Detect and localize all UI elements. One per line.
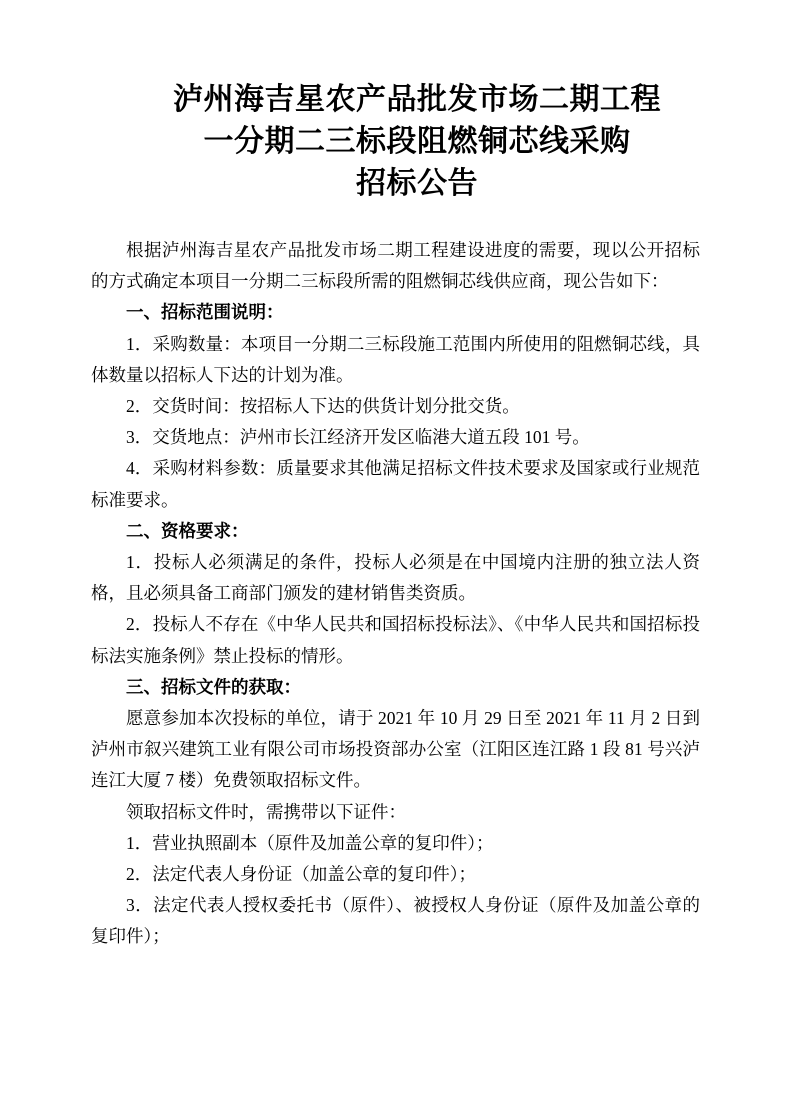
document-title [91, 79, 700, 205]
title-line-3: 招标公告 [356, 167, 478, 200]
scope-item-material-params: 4．采购材料参数：质量要求其他满足招标文件技术要求及国家或行业规范标准要求。 [91, 458, 700, 510]
title-line-1: 泸州海吉星农产品批发市场二期工程 [173, 83, 661, 116]
eligibility-item-1: 1．投标人必须满足的条件，投标人必须是在中国境内注册的独立法人资格，且必须具备工商部门颁发的建材销售类资质。 [91, 552, 700, 604]
scope-item-delivery-time: 2．交货时间：按招标人下达的供货计划分批交货。 [126, 396, 520, 417]
section-heading-eligibility: 二、资格要求： [126, 520, 249, 541]
certificate-item-3: 3．法定代表人授权委托书（原件）、被授权人身份证（原件及加盖公章的复印件）； [91, 895, 700, 947]
title-line-2: 一分期二三标段阻燃铜芯线采购 [203, 125, 631, 158]
certificate-item-2: 2．法定代表人身份证（加盖公章的复印件）； [126, 864, 476, 885]
scope-item-delivery-place: 3．交货地点：泸州市长江经济开发区临港大道五段 101 号。 [126, 427, 590, 448]
certificate-item-1: 1．营业执照副本（原件及加盖公章的复印件）； [126, 832, 494, 853]
eligibility-item-2: 2．投标人不存在《中华人民共和国招标投标法》、《中华人民共和国招标投标法实施条例》禁止投标的情形。 [91, 614, 700, 666]
obtain-docs-paragraph: 愿意参加本次投标的单位，请于 2021 年 10 月 29 日至 2021 年 11 月 2 日到泸州市叙兴建筑工业有限公司市场投资部办公室（江阳区连江路 1 段 81 号兴泸连江大厦 7 楼）免费领取招标文件。 [91, 708, 700, 791]
intro-paragraph: 根据泸州海吉星农产品批发市场二期工程建设进度的需要，现以公开招标的方式确定本项目一分期二三标段所需的阻燃铜芯线供应商，现公告如下： [91, 240, 700, 292]
scope-item-quantity: 1．采购数量：本项目一分期二三标段施工范围内所使用的阻燃铜芯线，具体数量以招标人下达的计划为准。 [91, 333, 700, 385]
required-certificates-intro: 领取招标文件时，需携带以下证件： [126, 801, 406, 822]
section-heading-scope: 一、招标范围说明： [126, 302, 284, 323]
section-heading-obtain-docs: 三、招标文件的获取： [126, 676, 301, 697]
document-body [91, 235, 700, 953]
